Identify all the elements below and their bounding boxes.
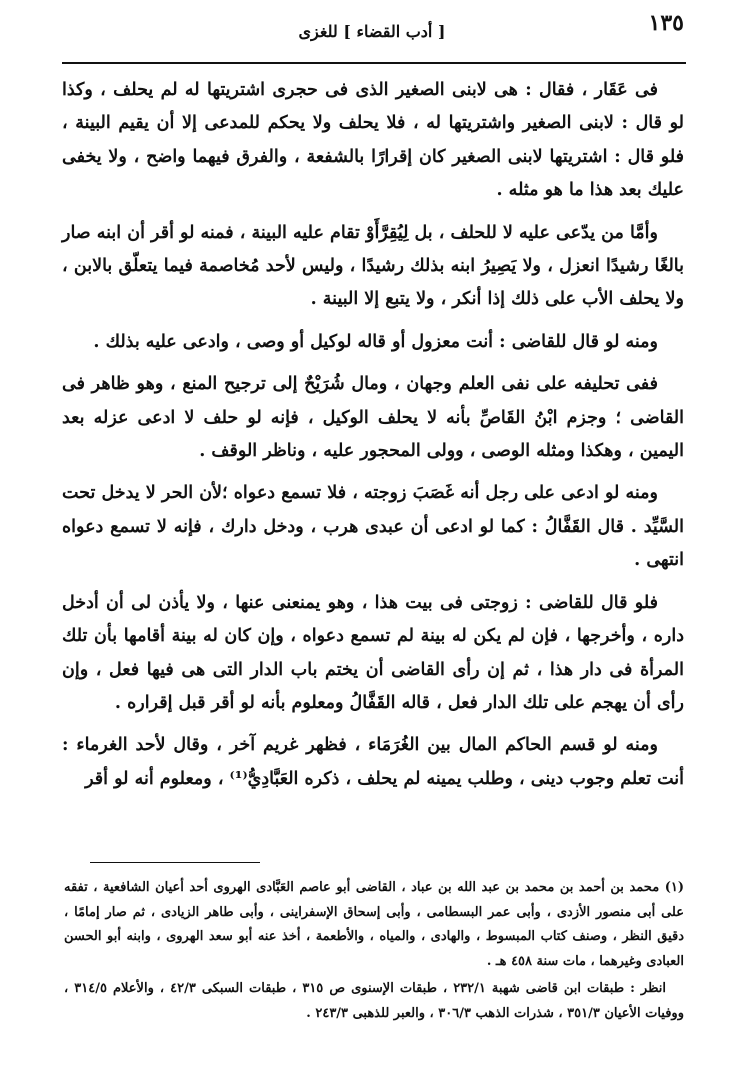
footnote-rule <box>90 862 260 863</box>
paragraph-4: ففى تحليفه على نفى العلم وجهان ، ومال شُرَيْحٌ إلى ترجيح المنع ، وهو ظاهر فى القاضى ؛ وجزم ابْنُ القَاصِّ بأنه لا يحلف الوكيل ، فإنه لو حلف لا ادعى عزله بعد اليمين ، وهكذا ومثله الوصى ، وولى المحجور عليه ، وناظر الوقف . <box>62 374 684 462</box>
footnotes <box>64 876 684 1026</box>
page-number: ١٣٥ <box>648 10 684 36</box>
paragraph-6: فلو قال للقاضى : زوجتى فى بيت هذا ، وهو يمنعنى عنها ، ولا يأذن لى أن أدخل داره ، وأخرجها ، فإن لم يكن له بينة لم تسمع دعواه ، وإن كان له بينة أقامها بأن تلك المرأة فى دار هذا ، ثم إن رأى القاضى أن يختم باب الدار التى هى فيها فعل ، وإن رأى أن يهجم على تلك الدار فعل ، قاله القَفَّالُ ومعلوم بأنه لو أقر قبل إقراره . <box>62 592 684 713</box>
header-rule <box>62 62 686 64</box>
running-title: [ أدب القضاء ] للغزى <box>298 22 446 41</box>
footnote-sources: انظر : طبقات ابن قاضى شهبة ٢٣٢/١ ، طبقات الإسنوى ص ٣١٥ ، طبقات السبكى ٤٢/٣ ، والأعلام ٣١٤/٥ ، ووفيات الأعيان ٣٥١/٣ ، شذرات الذهب ٣٠٦/٣ ، والعبر للذهبى ٢٤٣/٣ . <box>64 981 684 1021</box>
paragraph-7: ومنه لو قسم الحاكم المال بين الغُرَمَاء ، فظهر غريم آخر ، وقال لأحد الغرماء : أنت تعلم وجوب دينى ، وطلب يمينه لم يحلف ، ذكره العَبَّادِيُّ⁽¹⁾ ، ومعلوم أنه لو أقر <box>62 735 684 789</box>
footnote-1: (١) محمد بن أحمد بن محمد بن عبد الله بن عباد ، القاضى أبو عاصم العَبَّادى الهروى أحد أعيان الشافعية ، تفقه على أبى منصور الأزدى ، وأبى عمر البسطامى ، وأبى إسحاق الإسفراينى ، وأبى طاهر الزيادى ، ثم صار إمامًا ، دقيق النظر ، وصنف كتاب المبسوط ، والهادى ، والمياه ، والأطعمة ، أخذ عنه أبو سعد الهروى ، وابنه أبو الحسن العبادى وغيرهما ، مات سنة ٤٥٨ هـ . <box>64 880 684 969</box>
main-text <box>62 74 684 805</box>
paragraph-5: ومنه لو ادعى على رجل أنه غَصَبَ زوجته ، فلا تسمع دعواه ؛لأن الحر لا يدخل تحت السَّيِّد . قال القَفَّالُ : كما لو ادعى أن عبدى هرب ، ودخل دارك ، فإنه لا تسمع دعواه انتهى . <box>62 483 684 571</box>
paragraph-3: ومنه لو قال للقاضى : أنت معزول أو قاله لوكيل أو وصى ، وادعى عليه بذلك . <box>93 331 658 352</box>
paragraph-2: وأمَّا من يدّعى عليه لا للحلف ، بل لِيُقِرَّأَوْ تقام عليه البينة ، فمنه لو أقر أن ابنه صار بالغًا رشيدًا انعزل ، ولا يَصِيرُ ابنه بذلك رشيدًا ، وليس لأحد مُخاصمة فيما يتعلّق بالابن ، ولا يحلف الأب على ذلك إذا أنكر ، ولا يتبع إلا البينة . <box>62 222 684 310</box>
page-header <box>60 8 684 52</box>
paragraph-1: فى عَقَار ، فقال : هى لابنى الصغير الذى فى حجرى اشتريتها له لم يحلف ، وكذا لو قال : لابنى الصغير واشتريتها له ، فلا يحلف ولا يحكم للمدعى إلا أن يقيم البينة ، فلو قال : اشتريتها لابنى الصغير كان إقرارًا بالشفعة ، والفرق فيهما واضح ، ولا يخفى عليك بعد هذا ما هو مثله . <box>62 80 684 201</box>
